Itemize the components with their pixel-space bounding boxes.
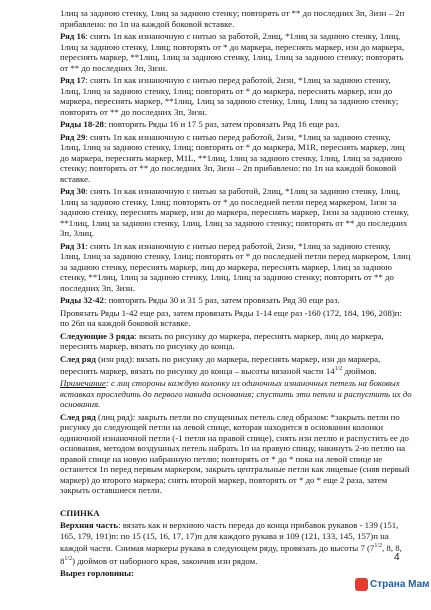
row-label: Ряд 31 xyxy=(60,240,86,251)
row-label: Ряд 30 xyxy=(60,186,86,196)
paragraph-repeat: Провязать Ряды 1-42 еще раз, затем провязать Ряды 1-14 еще раз -160 (172, 184, 196, 208)п: по 26п на каждой боковой вставке. xyxy=(60,307,402,328)
paragraph: 1лиц за заднюю стенку, 1лиц за заднюю стенку; повторять от ** до последних 3п, 3изн – 2п прибавлено: по 1п на каждой боковой вставке. xyxy=(60,8,405,29)
paragraph-neckline: Вырез горловины: xyxy=(60,568,134,579)
site-watermark xyxy=(355,578,430,591)
note-label: Примечание xyxy=(60,378,106,389)
paragraph-rows-32-42: Ряды 32-42: повторять Ряды 30 и 31 5 раз, затем провязать Ряд 30 еще раз. xyxy=(60,295,340,305)
row-label: Ряды 32-42 xyxy=(60,295,104,305)
paragraph-row-31: Ряд 31: снять 1п как изнаночную с нитью перед работой, 2изн, *1лиц за заднюю стенку, 1лиц, 1лиц за заднюю стенку, 1лиц; повторять от * до последней петли перед маркером, 1лиц за заднюю стенку, переснять маркер, лиц до маркера, переснять маркер, 1лиц за заднюю стенку, **1лиц, 1лиц за заднюю стенку, 1лиц, 1лиц за заднюю стенку; повторять от ** до последних 3п, 3изн. xyxy=(60,240,411,293)
paragraph-row-30: Ряд 30: снять 1п как изнаночную с нитью за работой, 2лиц, *1лиц за заднюю стенку, 1лиц, 1лиц за заднюю стенку, 1лиц; повторять от * до последней петли перед маркером, 1изн за заднюю стенку, переснять маркер, изн до маркера, переснять маркер, 1изн за заднюю стенку, **1лиц, 1лиц за заднюю стенку, 1лиц, 1лиц за заднюю стенку; повторять от ** до последних 3п, 3лиц. xyxy=(60,186,409,238)
document-body xyxy=(60,8,412,581)
watermark-text: Страна Мам xyxy=(370,579,430,591)
paragraph-next-3-rows: Следующие 3 ряда: вязать по рисунку до маркера, переснять маркер, лиц до маркера, переснять маркер, вязать по рисунку до конца. xyxy=(60,330,384,351)
row-label: Ряд 29 xyxy=(60,131,86,142)
paragraph-next-row-right-side: След ряд (лиц ряд): закрыть петли по спущенных петель след образом: *закрыть петли по рисунку до следующей петли на левой спице, которая находится в основании колонки одиночной изнаночной петли (-1 петля на правой спице), снять изн петлю и распустить ее до основания, методом воздушных петель набрать 1п на правую спицу, накинуть 2-ю петлю на правой спице на новую набранную петлю; повторять от * до * пока на левой спице не останется 1п перед первым маркером, закрыть центральные петли как лицевые (сняв первый маркер) до второго маркера; снять второй маркер, повторять от * до * еще 2 раза, затем закрыть оставшиеся петли. xyxy=(60,411,410,496)
paragraph-row-16: Ряд 16: снять 1п как изнаночную с нитью за работой, 2лиц, *1лиц за заднюю стенку, 1лиц, 1лиц за заднюю стенку, 1лиц; повторять от * до маркера, переснять маркер, изн до маркера, переснять маркер, **1лиц, 1лиц за заднюю стенку, 1лиц, 1лиц за заднюю стенку; повторять от ** до последних 3п, 3изн. xyxy=(60,31,405,73)
section-heading-back: СПИНКА xyxy=(60,507,100,518)
row-label: Верхняя часть xyxy=(60,520,119,531)
paragraph-next-row-wrong-side: След ряд (изн ряд): вязать по рисунку до маркера, переснять маркер, изн до маркера, переснять маркер, вязать по рисунку до конца – высоты вязаной части $14^{1/2}$ дюймов. xyxy=(60,353,381,376)
logo-icon xyxy=(355,578,368,591)
spacer xyxy=(60,498,412,508)
row-label: След ряд xyxy=(60,353,96,364)
row-label: Следующие 3 ряда xyxy=(60,330,135,341)
row-label: Ряд 17 xyxy=(60,75,86,85)
paragraph-note: Примечание: с лиц стороны каждую колонку из одиночных изнаночных петель на боковых вставках проследить до первого накида основания; спустить эти петли и распустить их до основания. xyxy=(60,378,412,410)
paragraph-upper-part: Верхняя часть: вязать как и верхнюю часть переда до конца прибавок рукавов - 139 (151, 165, 179, 191)п: по 15 (15, 16, 17, 17)п для каждого рукава и 109 (121, 133, 145, 157)п на каждой части. Снимая маркеры рукава в следующем ряду, провязать до высоты 7 ($7^{1/2}$, 8, 8, $8^{1/2}$) дюймов от наборного края, закончив изн рядом. xyxy=(60,520,402,566)
row-label: Вырез горловины xyxy=(60,568,131,579)
page-number: 4 xyxy=(394,552,400,563)
paragraph-rows-18-28: Ряды 18-28: повторять Ряды 16 и 17 5 раз, затем провязать Ряд 16 еще раз. xyxy=(60,119,340,129)
paragraph-row-17: Ряд 17: снять 1п как изнаночную с нитью перед работой, 2изн, *1лиц за заднюю стенку, 1лиц, 1лиц за заднюю стенку, 1лиц; повторять от * до маркера, переснять маркер, изн до маркера, переснять маркер, **1лиц, 1лиц за заднюю стенку, 1лиц, 1лиц за заднюю стенку; повторять от ** до последних 3п, 3изн. xyxy=(60,75,399,117)
row-label: Ряд 16 xyxy=(60,31,86,41)
row-label: След ряд xyxy=(60,411,96,422)
paragraph-row-29: Ряд 29: снять 1п как изнаночную с нитью перед работой, 2изн, *1лиц за заднюю стенку, 1лиц, 1лиц за заднюю стенку, 1лиц; повторять от * до маркера, M1R, переснять маркер, лиц до маркера, переснять маркер, M1L, **1лиц, 1лиц за заднюю стенку, 1лиц, 1лиц за заднюю стенку; повторять от ** до последних 3п, 3изн – 2п прибавлено: по 1п на каждой боковой вставке. xyxy=(60,131,405,184)
row-label: Ряды 18-28 xyxy=(60,119,104,129)
